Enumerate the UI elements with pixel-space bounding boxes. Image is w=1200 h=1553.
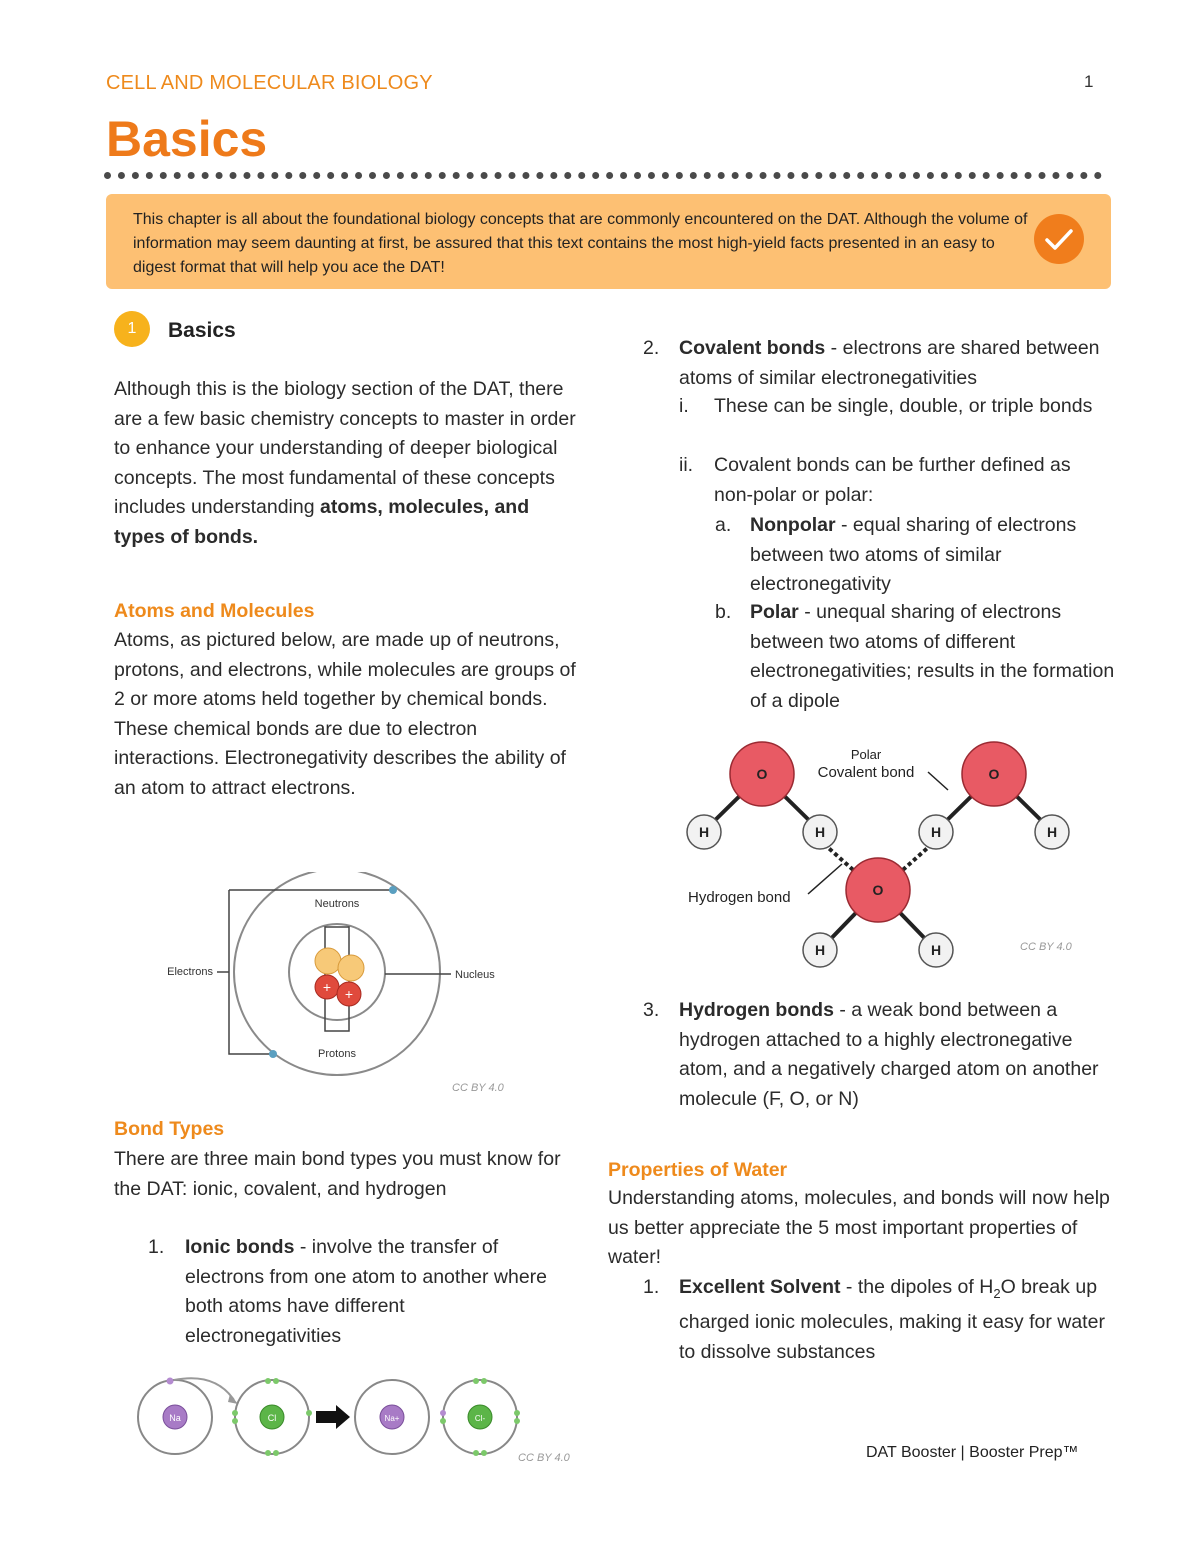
electron-bottom: [269, 1050, 277, 1058]
nonpolar-text: - equal sharing of electrons between two atoms of similar electronegativity: [750, 514, 1077, 596]
intro-bold: atoms, molecules, and types of bonds.: [114, 496, 530, 548]
intro-text: Although this is the biology section of the DAT, there are a few basic chemistry concepts to master in order to enhance your understanding of deeper biological concepts. The most fundamental of these concepts includes understanding: [114, 378, 576, 519]
list-marker: 1.: [148, 1236, 165, 1258]
intro-paragraph: [114, 375, 584, 553]
electron-top: [389, 886, 397, 894]
atoms-heading: Atoms and Molecules: [114, 600, 315, 622]
oxygen-label: O: [756, 766, 768, 782]
list-marker: a.: [715, 514, 732, 536]
covalent-sub-item-2: [679, 451, 1099, 510]
ionic-bond-diagram: [130, 1372, 580, 1468]
hydrogen-label: H: [930, 824, 942, 840]
na-label: Na: [169, 1413, 181, 1423]
atom-diagram: [155, 872, 515, 1100]
bond-types-paragraph: There are three main bond types you must know for the DAT: ionic, covalent, and hydrogen: [114, 1148, 561, 1200]
footer-brand: DAT Booster | Booster Prep™: [866, 1444, 1079, 1461]
covalent-sub-item-1: [679, 392, 1099, 422]
neutron: [338, 955, 364, 981]
chapter-label: CELL AND MOLECULAR BIOLOGY: [106, 72, 433, 94]
hydrogen-label: H: [814, 824, 826, 840]
nucleus-label: Nucleus: [455, 969, 495, 981]
plus-sign: +: [344, 986, 354, 1002]
ionic-bold: Ionic bonds: [185, 1236, 295, 1258]
na-ion-label: Na+: [384, 1414, 400, 1423]
water-hydrogen-bond-diagram: [680, 736, 1080, 976]
covalent-bold: Covalent bonds: [679, 337, 826, 359]
covalent-text: - electrons are shared between atoms of similar electronegativities: [679, 337, 1100, 389]
checkmark-icon: [1034, 214, 1084, 264]
section-title: Basics: [168, 319, 236, 342]
hydrogen-bond-label: Hydrogen bond: [688, 889, 791, 906]
hydrogen-label: H: [930, 942, 942, 958]
license-label: CC BY 4.0: [518, 1452, 570, 1464]
electrons-label: Electrons: [167, 966, 213, 978]
sub-item-text: These can be single, double, or triple bonds: [714, 395, 1093, 417]
hydrogen-label: H: [1046, 824, 1058, 840]
protons-label: Protons: [318, 1048, 356, 1060]
covalent-bond-label: Covalent bond: [817, 764, 915, 781]
sub-item-text: Covalent bonds can be further defined as non-polar or polar:: [714, 454, 1071, 506]
plus-sign: +: [322, 979, 332, 995]
solvent-text-b: O break up charged ionic molecules, making it easy for water to dissolve substances: [679, 1276, 1105, 1364]
polar-label: Polar: [850, 747, 882, 762]
cl-ion-label: Cl-: [474, 1414, 486, 1423]
solvent-bold: Excellent Solvent: [679, 1276, 841, 1298]
arrow-icon: [316, 1405, 350, 1429]
intro-callout: [106, 194, 1111, 289]
list-marker: i.: [679, 395, 689, 417]
hydrogen-bonds-item: [643, 996, 1118, 1114]
polar-bold: Polar: [750, 601, 799, 623]
polar-text: - unequal sharing of electrons between two atoms of different electronegativities; results in the formation of a dipole: [750, 601, 1115, 712]
callout-text: This chapter is all about the foundational biology concepts that are commonly encountered on the DAT. Although the volume of information may seem daunting at first, be assured that this text contains the most high-yield facts presented in an easy to digest format that will help you ace the DAT!: [133, 211, 1028, 276]
water-heading: Properties of Water: [608, 1159, 788, 1181]
dotted-divider: [104, 172, 1102, 179]
hydrogen-text: - a weak bond between a hydrogen attached to a highly electronegative atom, and a negatively charged atom on another molecule (F, O, or N): [679, 999, 1099, 1110]
excellent-solvent-item: [643, 1273, 1118, 1368]
hydrogen-bold: Hydrogen bonds: [679, 999, 834, 1021]
oxygen-label: O: [872, 882, 884, 898]
license-label: CC BY 4.0: [1020, 941, 1072, 953]
hydrogen-label: H: [698, 824, 710, 840]
bond-types-heading: Bond Types: [114, 1118, 225, 1140]
atoms-paragraph: Atoms, as pictured below, are made up of neutrons, protons, and electrons, while molecules are groups of 2 or more atoms held together by chemical bonds. These chemical bonds are due to electron interactions. Electronegativity describes the ability of an atom to attract electrons.: [114, 629, 576, 799]
cl-label: Cl: [267, 1413, 277, 1423]
neutrons-label: Neutrons: [314, 898, 360, 910]
subscript: 2: [993, 1285, 1001, 1301]
list-marker: 1.: [643, 1276, 660, 1298]
section-number-badge: 1: [114, 311, 150, 347]
solvent-text-a: - the dipoles of H: [840, 1276, 994, 1298]
page-title: Basics: [106, 111, 268, 167]
list-marker: 2.: [643, 337, 660, 359]
list-marker: 3.: [643, 999, 660, 1021]
ionic-bonds-item: [148, 1233, 548, 1351]
nonpolar-item: [715, 511, 1120, 600]
hydrogen-label: H: [814, 942, 826, 958]
neutron: [315, 948, 341, 974]
oxygen-label: O: [988, 766, 1000, 782]
license-label: CC BY 4.0: [452, 1082, 504, 1094]
water-paragraph: Understanding atoms, molecules, and bonds will now help us better appreciate the 5 most important properties of water!: [608, 1187, 1110, 1269]
covalent-bonds-item: [643, 334, 1118, 393]
nonpolar-bold: Nonpolar: [750, 514, 836, 536]
ionic-text: - involve the transfer of electrons from one atom to another where both atoms have different electronegativities: [185, 1236, 548, 1347]
list-marker: ii.: [679, 454, 694, 476]
list-marker: b.: [715, 601, 732, 623]
polar-item: [715, 598, 1120, 716]
page-number: 1: [1084, 72, 1094, 91]
